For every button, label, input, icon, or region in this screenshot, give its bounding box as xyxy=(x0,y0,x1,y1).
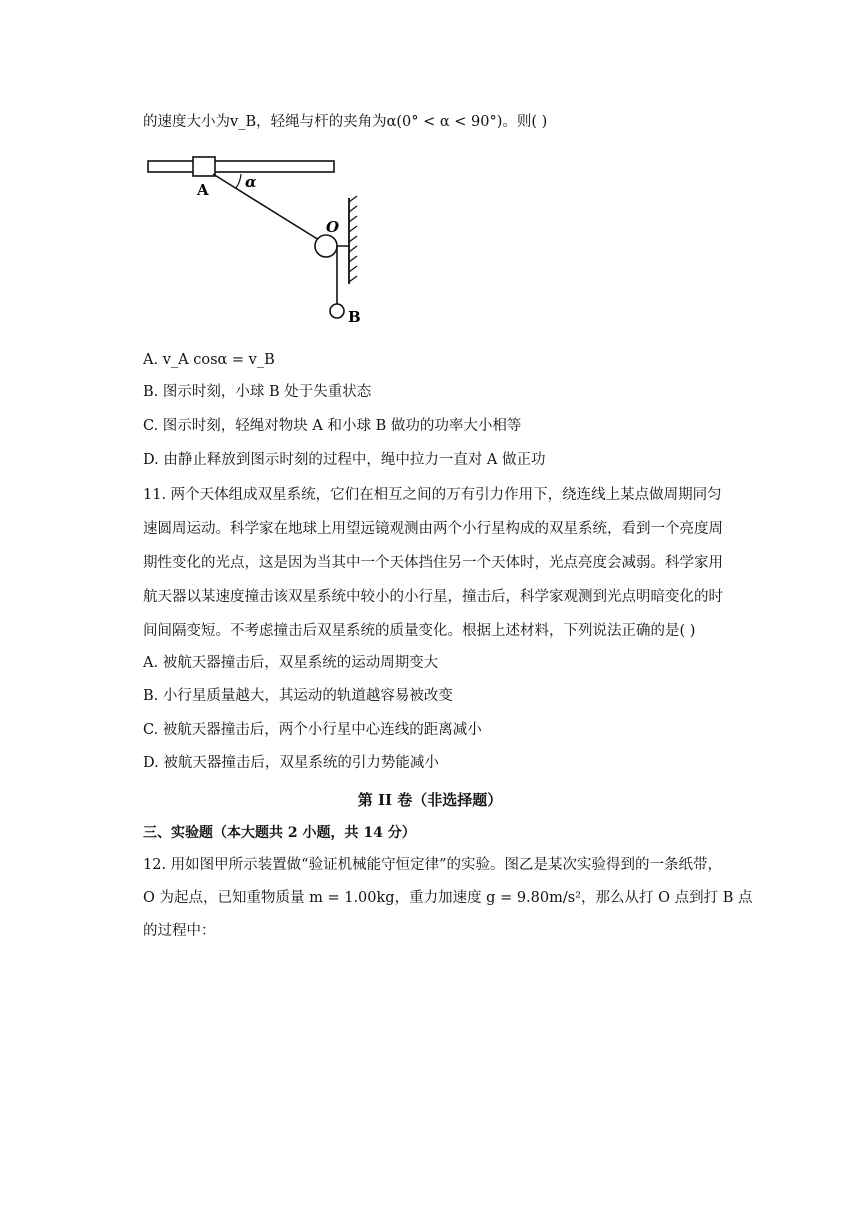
rope-pulley-figure xyxy=(143,152,363,332)
label-a: A xyxy=(197,181,209,199)
q12-stem-line-1: 12. 用如图甲所示装置做“验证机械能守恒定律”的实验。图乙是某次实验得到的一条纸带， xyxy=(143,857,722,873)
q10-option-a: A. v_A cosα = v_B xyxy=(143,352,275,368)
q11-stem-line-1: 11. 两个天体组成双星系统，它们在相互之间的万有引力作用下，绕连线上某点做周期同匀 xyxy=(143,487,722,503)
part-2-title: 第 II 卷（非选择题） xyxy=(357,791,503,809)
q11-option-a: A. 被航天器撞击后，双星系统的运动周期变大 xyxy=(143,655,439,671)
q11-option-c: C. 被航天器撞击后，两个小行星中心连线的距离减小 xyxy=(143,722,482,738)
q11-stem-line-3: 期性变化的光点，这是因为当其中一个天体挡住另一个天体时，光点亮度会减弱。科学家用 xyxy=(143,555,723,571)
q10-option-b: B. 图示时刻，小球 B 处于失重状态 xyxy=(143,384,372,400)
label-o: O xyxy=(326,218,340,236)
q11-stem-line-2: 速圆周运动。科学家在地球上用望远镜观测由两个小行星构成的双星系统，看到一个亮度周 xyxy=(143,521,723,537)
ball-b xyxy=(330,304,344,318)
rope-segment xyxy=(213,174,319,240)
q12-stem-line-2: O 为起点，已知重物质量 m = 1.00kg，重力加速度 g = 9.80m/s²，那么从打 O 点到打 B 点 xyxy=(143,890,753,906)
horizontal-rod xyxy=(148,161,334,172)
section-3-title: 三、实验题（本大题共 2 小题，共 14 分） xyxy=(143,825,416,841)
pulley-o xyxy=(315,235,337,257)
q11-stem-line-4: 航天器以某速度撞击该双星系统中较小的小行星，撞击后，科学家观测到光点明暗变化的时 xyxy=(143,589,723,605)
q10-option-c: C. 图示时刻，轻绳对物块 A 和小球 B 做功的功率大小相等 xyxy=(143,418,522,434)
block-a xyxy=(193,157,215,176)
q10-option-d: D. 由静止释放到图示时刻的过程中，绳中拉力一直对 A 做正功 xyxy=(143,452,546,468)
q11-option-b: B. 小行星质量越大，其运动的轨道越容易被改变 xyxy=(143,688,453,704)
q11-option-d: D. 被航天器撞击后，双星系统的引力势能减小 xyxy=(143,755,439,771)
question-10-stem-end: 的速度大小为v_B，轻绳与杆的夹角为α(0° < α < 90°)。则( ) xyxy=(143,114,548,130)
wall-hatching xyxy=(349,196,357,282)
angle-arc xyxy=(236,174,241,188)
label-alpha: α xyxy=(245,173,257,191)
q11-stem-line-5: 间间隔变短。不考虑撞击后双星系统的质量变化。根据上述材料，下列说法正确的是( ) xyxy=(143,623,696,639)
q12-stem-line-3: 的过程中： xyxy=(143,923,216,939)
label-b: B xyxy=(348,308,361,326)
